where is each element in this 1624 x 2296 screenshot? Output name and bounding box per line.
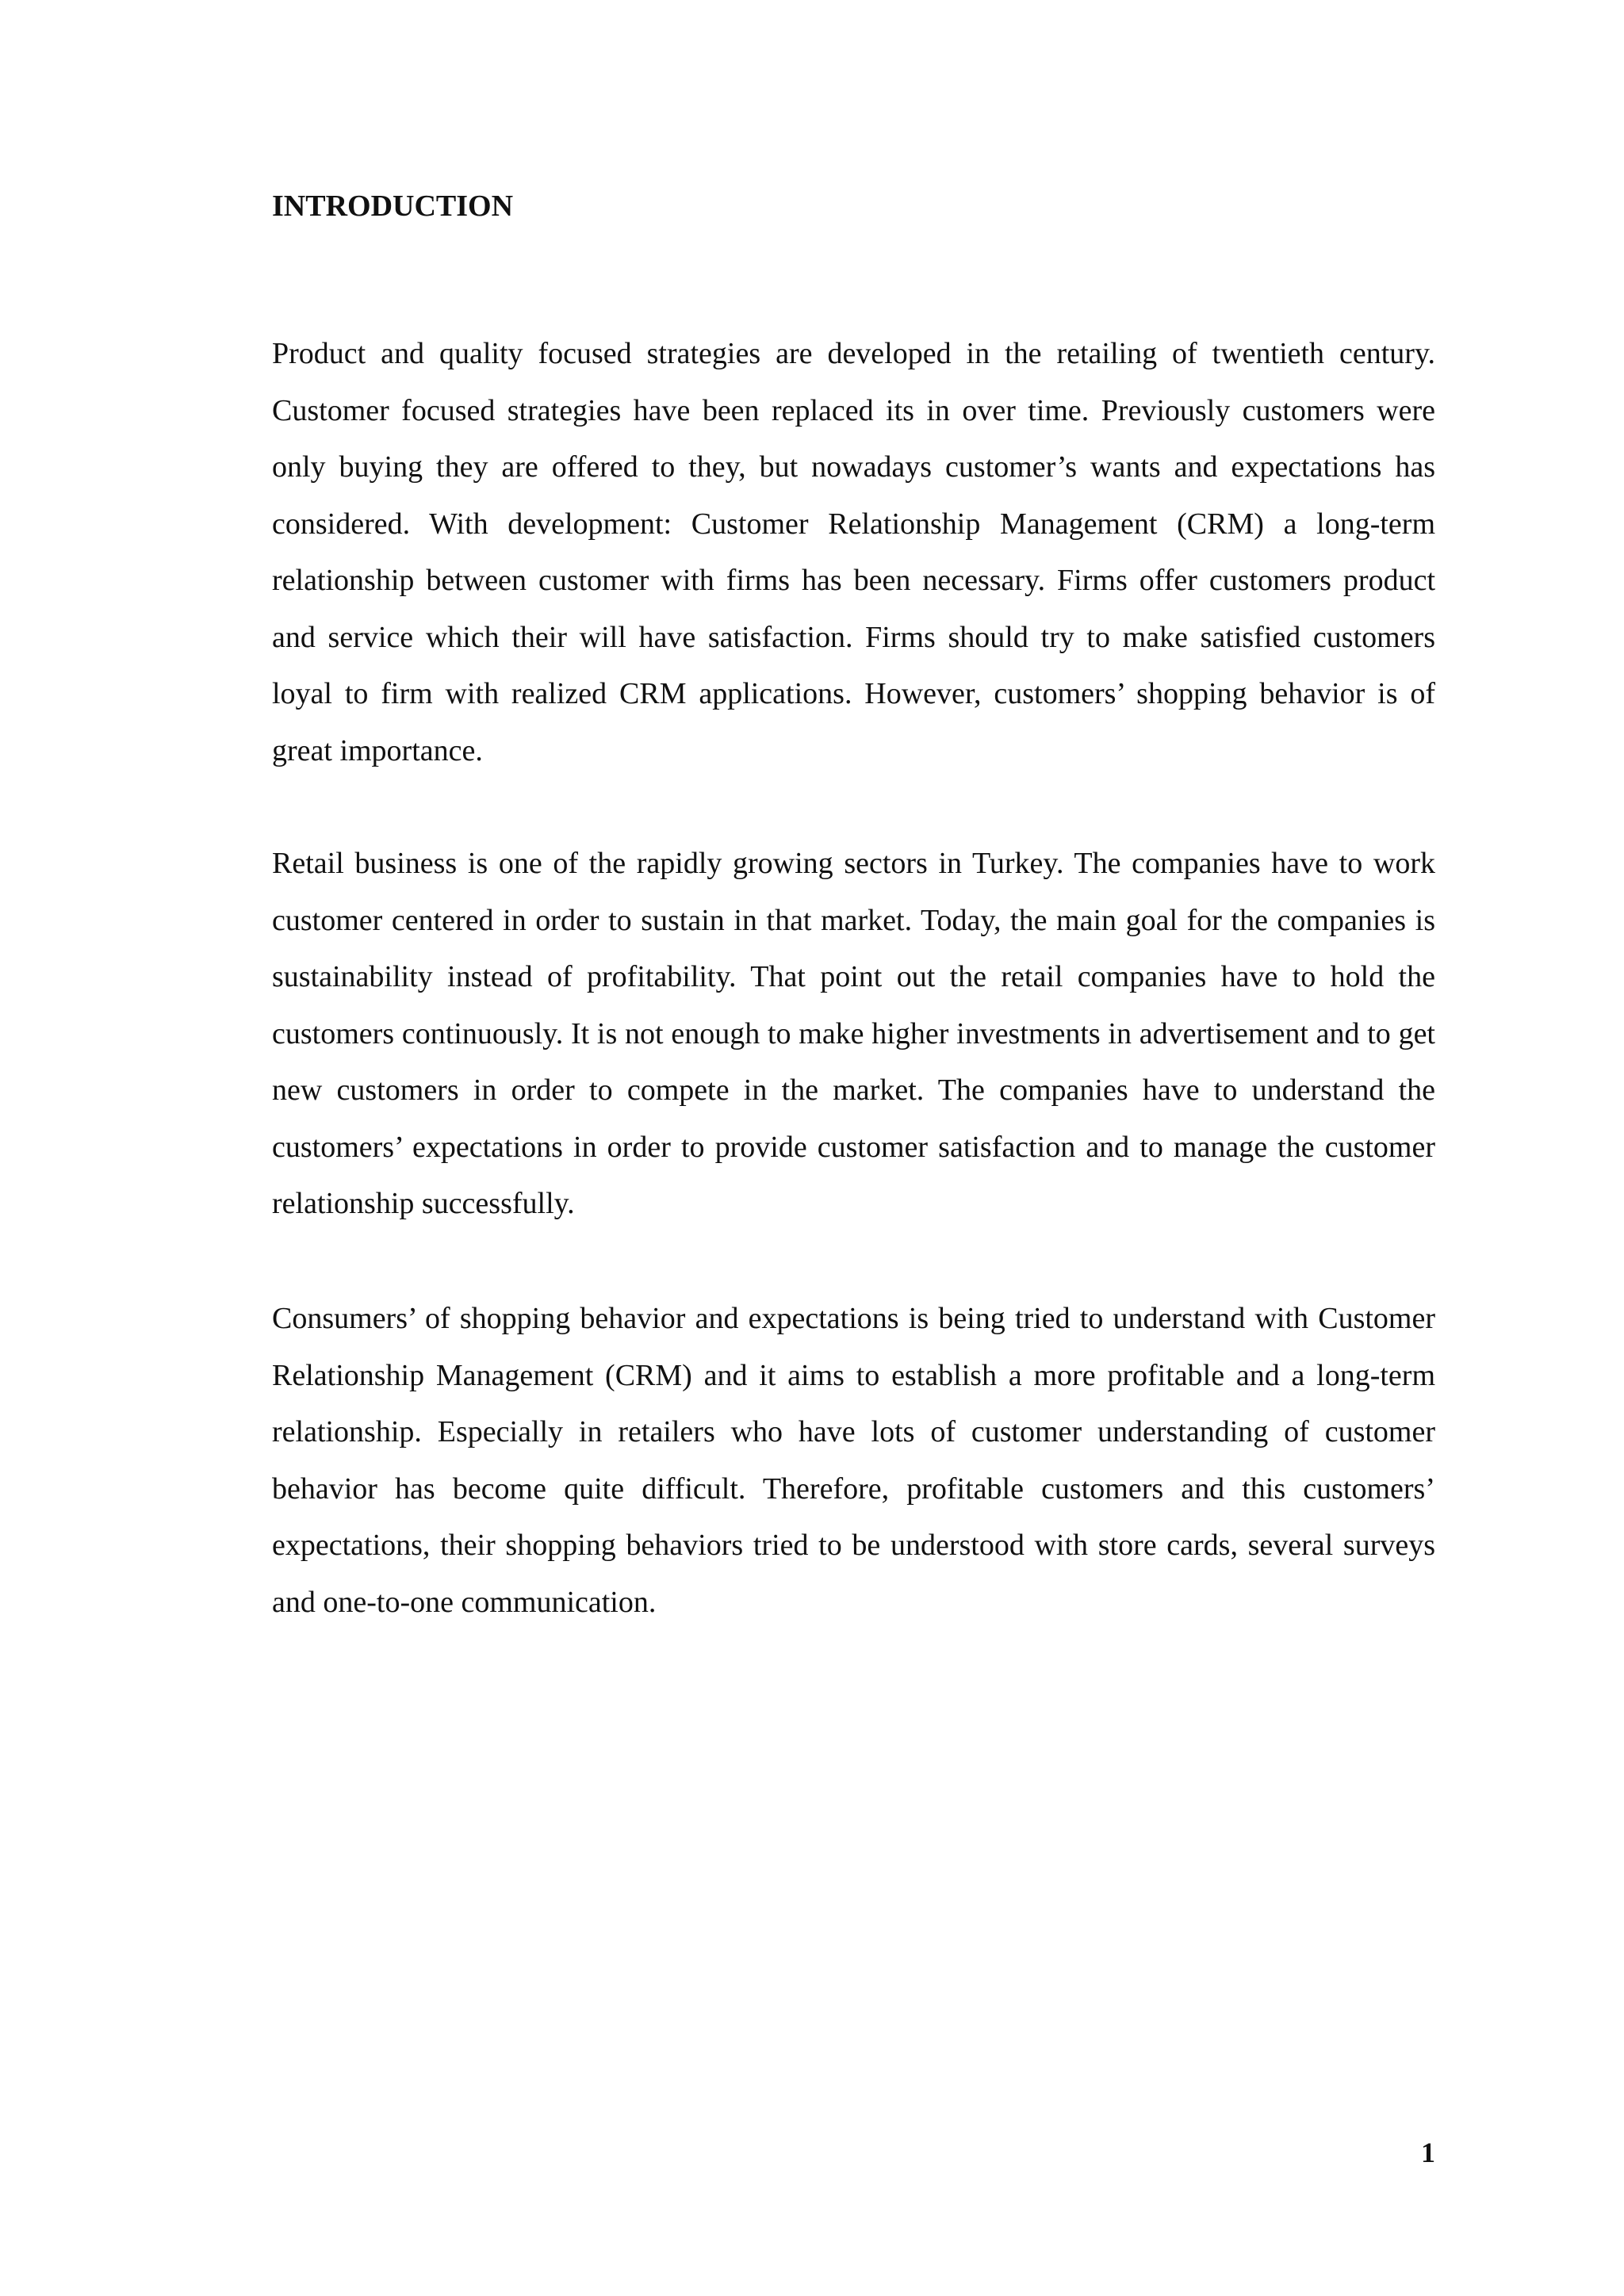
paragraph-1: Product and quality focused strategies are developed in the retailing of twentieth century. Customer focused strategies have been replaced its in over time. Previously customers were only buying they are offered to they, but nowadays customer’s wants and expectations has considered. With development: Customer Relationship Management (CRM) a long-term relationship between customer with firms has been necessary. Firms offer customers product and service which their will have satisfaction. Firms should try to make satisfied customers loyal to firm with realized CRM applications. However, customers’ shopping behavior is of great importance. <box>272 337 1435 767</box>
section-heading: INTRODUCTION <box>272 189 514 223</box>
page-number: 1 <box>1421 2137 1435 2168</box>
paragraph-2: Retail business is one of the rapidly growing sectors in Turkey. The companies have to work customer centered in order to sustain in that market. Today, the main goal for the companies is sustainability instead of profitability. That point out the retail companies have to hold the customers continuously. It is not enough to make higher investments in advertisement and to get new customers in order to compete in the market. The companies have to understand the customers’ expectations in order to provide customer satisfaction and to manage the customer relationship successfully. <box>272 847 1435 1220</box>
paragraph-3: Consumers’ of shopping behavior and expectations is being tried to understand with Customer Relationship Management (CRM) and it aims to establish a more profitable and a long-term relationship. Especially in retailers who have lots of customer understanding of customer behavior has become quite difficult. Therefore, profitable customers and this customers’ expectations, their shopping behaviors tried to be understood with store cards, several surveys and one-to-one communication. <box>272 1302 1435 1619</box>
